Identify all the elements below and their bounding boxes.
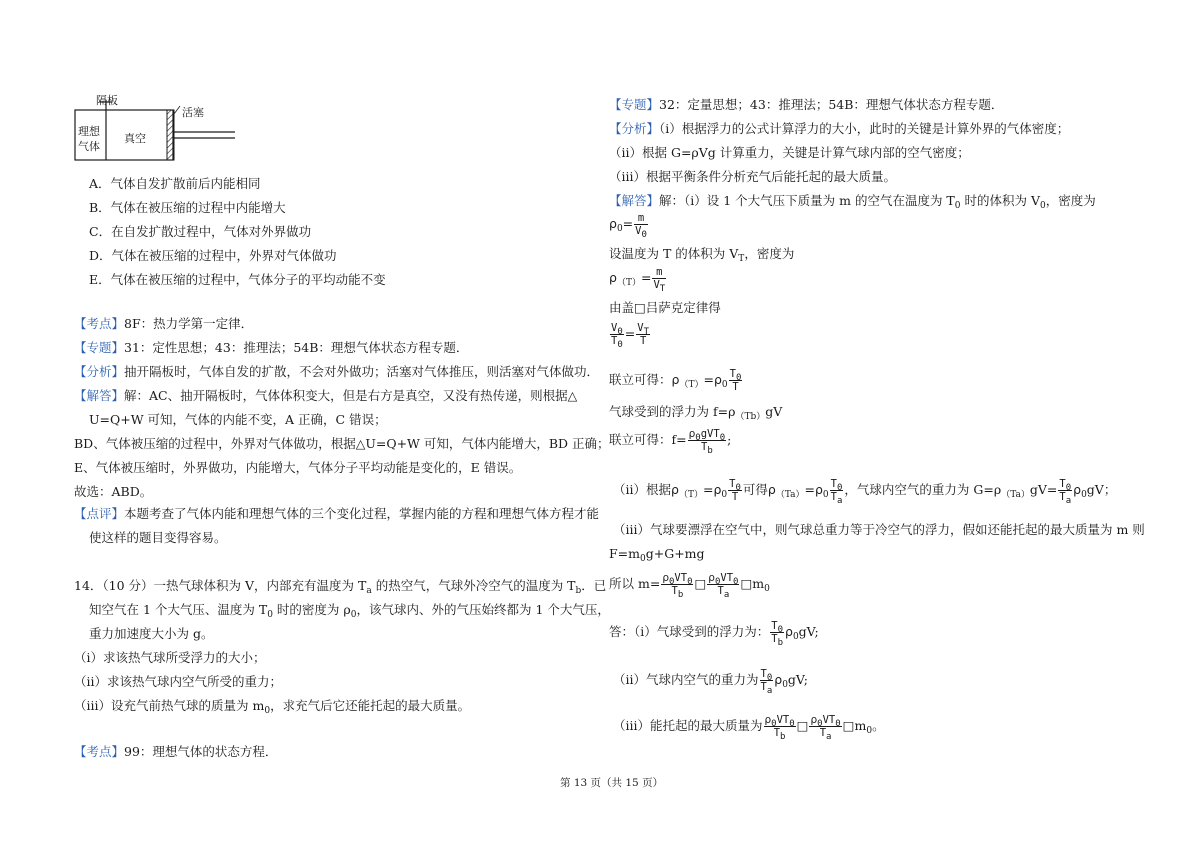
q14-kaodian: 【考点】99：理想气体的状态方程． [74, 744, 278, 759]
q14-sub-iii: （iii）设充气前热气球的质量为 $m_0$，求充气后它还能托起的最大质量。 [74, 698, 471, 716]
formula-rho0: $\rho_0=$ $\frac{m}{V_0}$ [609, 212, 647, 240]
q13-fenxi: 【分析】抽开隔板时，气体自发的扩散，不会对外做功；活塞对气体推压，则活塞对气体做功． [74, 364, 600, 379]
formula-part-ii: （ii）根据$\rho_{(T)}=\rho_0$ $\frac{T_0}{T}$ 可得$\rho_{(Ta)}=\rho_0$ $\frac{T_0}{T_a}$ ，气球内空气的重力为 $G=\rho_{(Ta)}gV=$ $\frac{T_0}{T_a}$ $\rho_0gV$； [613, 478, 1117, 506]
t-density-intro: 设温度为 T 的体积为 $V_T$，密度为 [609, 246, 795, 264]
part-iii-line2: $F=m_0g+G+mg$ [609, 546, 705, 564]
answer-ii: （ii）气球内空气的重力为 $\frac{T_0}{T_a}$ $\rho_0gV$; [613, 668, 808, 696]
q14-line3: 重力加速度大小为 g。 [89, 626, 214, 641]
q14-zhuanti: 【专题】32：定量思想；43：推理法；54B：理想气体状态方程专题． [609, 97, 1004, 112]
q13-dianping: 【点评】本题考查了气体内能和理想气体的三个变化过程，掌握内能的方程和理想气体方程才能 [74, 506, 600, 521]
q13-answer: 故选：ABD。 [74, 484, 153, 499]
vacuum-label: 真空 [124, 132, 146, 145]
piston-label: 活塞 [182, 106, 204, 119]
formula-gay-lussac: $\frac{V_0}{T_0}$ = $\frac{V_T}{T}$ [611, 322, 649, 350]
q14-line2: 知空气在 1 个大气压、温度为 $T_0$ 时的密度为 $\rho_0$，该气球内、外的气压始终都为 1 个大气压， [89, 602, 610, 620]
q14-jieda: 【解答】解：（i）设 1 个大气压下质量为 m 的空气在温度为 $T_0$ 时的体积为 $V_0$，密度为 [609, 193, 1096, 211]
formula-buoyancy: 联立可得：f= $\frac{\rho_0gVT_0}{T_b}$ ; [609, 428, 732, 456]
q13-jieda-line2: U=Q+W 可知，气体的内能不变，A 正确，C 错误； [89, 412, 387, 427]
q14-fenxi-3: （iii）根据平衡条件分析充气后能托起的最大质量。 [609, 169, 896, 184]
option-d: D．气体在被压缩的过程中，外界对气体做功 [89, 248, 337, 263]
partition-label: 隔板 [96, 94, 118, 107]
q13-jieda: 【解答】解：AC、抽开隔板时，气体体积变大，但是右方是真空，又没有热传递，则根据△ [74, 388, 578, 403]
formula-rhoT: $\rho_{(T)}=$ $\frac{m}{V_T}$ [609, 266, 666, 294]
gay-lussac-law: 由盖□吕萨克定律得 [609, 300, 721, 315]
option-c: C．在自发扩散过程中，气体对外界做功 [89, 224, 312, 239]
q14-fenxi: 【分析】（i）根据浮力的公式计算浮力的大小，此时的关键是计算外界的气体密度； [609, 121, 1070, 136]
part-iii-line1: （iii）气球要漂浮在空气中，则气球总重力等于冷空气的浮力，假如还能托起的最大质量为 m 则 [613, 522, 1145, 537]
page-footer: 第 13 页（共 15 页） [560, 777, 664, 789]
q13-zhuanti: 【专题】31：定性思想；43：推理法；54B：理想气体状态方程专题． [74, 340, 469, 355]
buoyancy-line: 气球受到的浮力为 $f=\rho_{(Tb)}gV$ [609, 404, 783, 422]
ideal-gas-label: 理想气体 [78, 125, 100, 153]
option-e: E．气体在被压缩的过程中，气体分子的平均动能不变 [89, 272, 386, 287]
q13-jieda-line3: BD、气体被压缩的过程中，外界对气体做功，根据△U=Q+W 可知，气体内能增大，BD 正确； [74, 436, 610, 451]
q14-fenxi-2: （ii）根据 G=ρVg 计算重力，关键是计算气球内部的空气密度； [609, 145, 970, 160]
q14-sub-ii: （ii）求该热气球内空气所受的重力； [74, 674, 282, 689]
q13-jieda-line4: E、气体被压缩时，外界做功，内能增大，气体分子平均动能是变化的，E 错误。 [74, 460, 522, 475]
answer-iii: （iii）能托起的最大质量为 $\frac{\rho_0VT_0}{T_b}$ □ $\frac{\rho_0VT_0}{T_a}$ $□m_0$。 [613, 714, 885, 742]
q13-dianping-line2: 使这样的题目变得容易。 [89, 530, 227, 545]
option-a: A．气体自发扩散前后内能相同 [89, 176, 261, 191]
formula-combine-1: 联立可得：$\rho_{(T)}=\rho_0$ $\frac{T_0}{T}$ [609, 368, 742, 393]
q14-line1: 14．（10 分）一热气球体积为 V，内部充有温度为 $T_a$ 的热空气，气球外冷空气的温度为 $T_b$．已 [74, 578, 607, 596]
option-b: B．气体在被压缩的过程中内能增大 [89, 200, 286, 215]
q14-sub-i: （i）求该热气球所受浮力的大小； [74, 650, 266, 665]
answer-i: 答：（i）气球受到的浮力为： $\frac{T_0}{T_b}$ $\rho_0gV$; [609, 620, 819, 648]
formula-max-mass: 所以 m= $\frac{\rho_0VT_0}{T_b}$ □ $\frac{\rho_0VT_0}{T_a}$ $□m_0$ [609, 572, 770, 600]
q13-kaodian: 【考点】8F：热力学第一定律． [74, 316, 254, 331]
